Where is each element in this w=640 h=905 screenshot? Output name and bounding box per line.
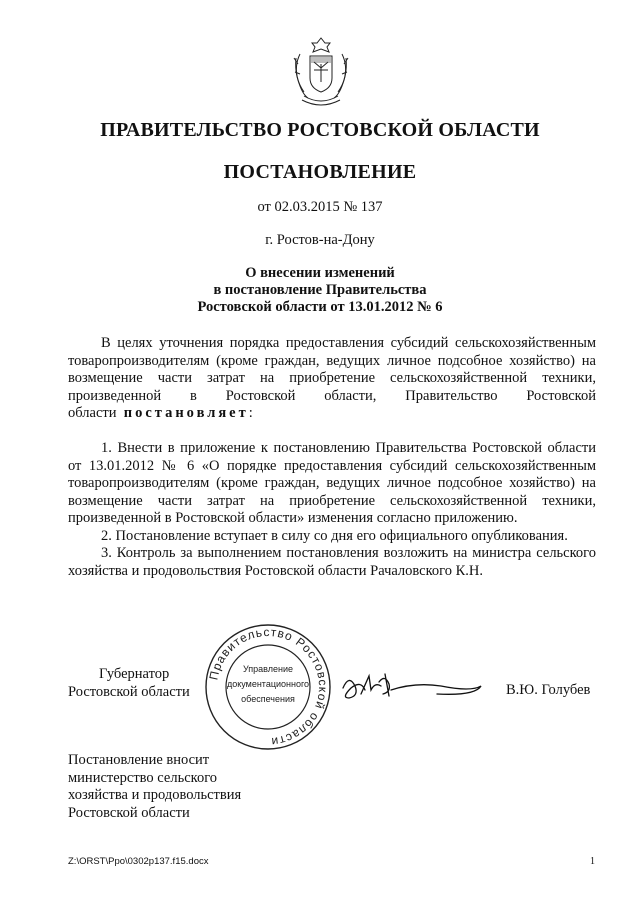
heading-line: О внесении изменений xyxy=(245,265,395,281)
decree-word: постановляет xyxy=(123,405,249,421)
document-heading xyxy=(0,265,640,316)
signatory-position-line: Губернатор xyxy=(99,666,170,682)
stamp-inner-line: обеспечения xyxy=(241,694,295,704)
decree-item-3: 3. Контроль за выполнением постановления возложить на министра сельского хозяйства и продовольствия Ростовской области Рачаловского К.Н. xyxy=(68,545,596,579)
signatory-position-line: Ростовской области xyxy=(68,683,190,700)
authority-title: ПРАВИТЕЛЬСТВО РОСТОВСКОЙ ОБЛАСТИ xyxy=(100,119,540,141)
note-line: министерство сельского xyxy=(68,769,218,786)
footer-file-path: Z:\ORST\Ppo\0302p137.f15.docx xyxy=(68,856,209,867)
official-stamp xyxy=(203,622,333,752)
coat-of-arms-emblem xyxy=(290,34,352,108)
decree-item-2: 2. Постановление вступает в силу со дня его официального опубликования. xyxy=(101,527,568,544)
submission-note xyxy=(68,752,241,822)
preamble-text: В целях уточнения порядка предоставления субсидий сельскохозяйственным товаропроизводителям (кроме граждан, ведущих личное подсобное хозяйство) на возмещение части затрат на приобретение сельскохозяйственной техники, произведенной в Ростовской области, Правительство Ростовской области xyxy=(68,335,596,421)
document-type: ПОСТАНОВЛЕНИЕ xyxy=(223,161,417,183)
decree-items xyxy=(68,440,596,580)
stamp-ring-text: Правительство Ростовской области xyxy=(206,624,331,750)
decree-item-1: 1. Внести в приложение к постановлению Правительства Ростовской области от 13.01.2012 № 6 «О порядке предоставления субсидий сельскохозяйственным товаропроизводителям (кроме граждан, ведущих личное подсобное хозяйство) на возмещение части затрат на приобретение сельскохозяйственной техники, произведенной в Ростовской области» изменения согласно приложению. xyxy=(68,440,596,526)
preamble-paragraph xyxy=(68,335,596,423)
document-date-number: от 02.03.2015 № 137 xyxy=(257,199,383,215)
heading-line: в постановление Правительства xyxy=(213,282,427,298)
document-city: г. Ростов-на-Дону xyxy=(265,232,375,248)
handwritten-signature xyxy=(335,668,485,708)
stamp-inner-line: Управление xyxy=(242,664,294,674)
page-number: 1 xyxy=(590,856,595,867)
signatory-position xyxy=(68,666,190,701)
preamble-end: : xyxy=(248,405,253,421)
stamp-inner-line: документационного xyxy=(226,679,310,689)
heading-line: Ростовской области от 13.01.2012 № 6 xyxy=(197,299,443,315)
signatory-name: В.Ю. Голубев xyxy=(506,682,591,698)
note-line: Постановление вносит xyxy=(68,752,210,768)
note-line: хозяйства и продовольствия xyxy=(68,787,242,803)
note-line: Ростовской области xyxy=(68,804,190,821)
